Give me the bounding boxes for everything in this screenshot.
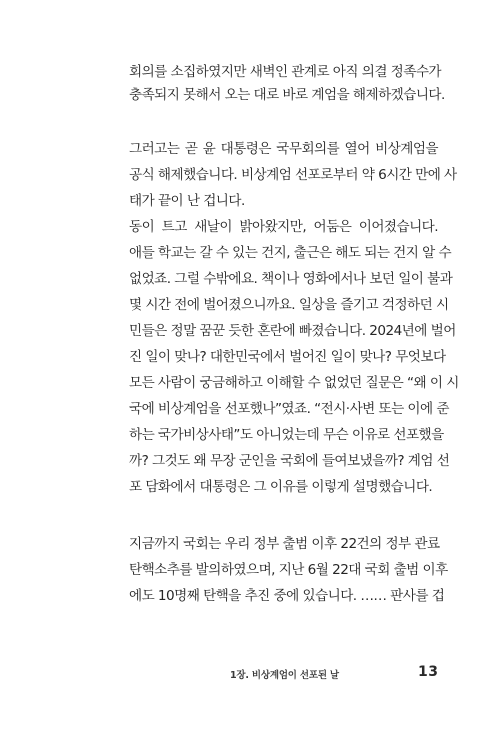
- text-line: 그러고는 곧 윤 대통령은 국무회의를 열어 비상계엄을: [129, 141, 438, 157]
- text-line: 지금까지 국회는 우리 정부 출범 이후 22건의 정부 관료: [129, 536, 440, 552]
- text-line: 국에 비상계엄을 선포했나”였죠. “전시·사변 또는 이에 준: [129, 401, 449, 417]
- text-line: 충족되지 못해서 오는 대로 바로 계엄을 해제하겠습니다.: [129, 87, 445, 103]
- page-number: 13: [418, 664, 439, 680]
- text-line: 모든 사람이 궁금해하고 이해할 수 없었던 질문은 “왜 이 시: [129, 375, 459, 391]
- text-line: 민들은 정말 꿈꾼 듯한 혼란에 빠졌습니다. 2024년에 벌어: [129, 323, 456, 339]
- text-line: 동이 트고 새날이 밝아왔지만, 어둠은 이어졌습니다.: [129, 219, 438, 235]
- running-footer-chapter-title: 1장. 비상계엄이 선포된 날: [230, 670, 339, 681]
- text-line: 회의를 소집하였지만 새벽인 관계로 아직 의결 정족수가: [129, 64, 442, 80]
- text-line: 에도 10명째 탄핵을 추진 중에 있습니다. …… 판사를 겁: [129, 588, 445, 604]
- text-line: 태가 끝이 난 겁니다.: [129, 193, 245, 209]
- text-line: 탄핵소추를 발의하였으며, 지난 6월 22대 국회 출범 이후: [129, 562, 448, 578]
- text-line: 공식 해제했습니다. 비상계엄 선포로부터 약 6시간 만에 사: [129, 167, 457, 183]
- text-line: 하는 국가비상사태”도 아니었는데 무슨 이유로 선포했을: [129, 427, 444, 443]
- text-line: 진 일이 맞나? 대한민국에서 벌어진 일이 맞나? 무엇보다: [129, 349, 446, 365]
- text-line: 몇 시간 전에 벌어졌으니까요. 일상을 즐기고 걱정하던 시: [129, 297, 449, 313]
- text-line: 애들 학교는 갈 수 있는 건지, 출근은 해도 되는 건지 알 수: [129, 245, 452, 261]
- text-line: 포 담화에서 대통령은 그 이유를 이렇게 설명했습니다.: [129, 479, 433, 495]
- text-line: 까? 그것도 왜 무장 군인을 국회에 들여보냈을까? 계엄 선: [129, 453, 450, 469]
- text-line: 없었죠. 그럴 수밖에요. 책이나 영화에서나 보던 일이 불과: [129, 271, 453, 287]
